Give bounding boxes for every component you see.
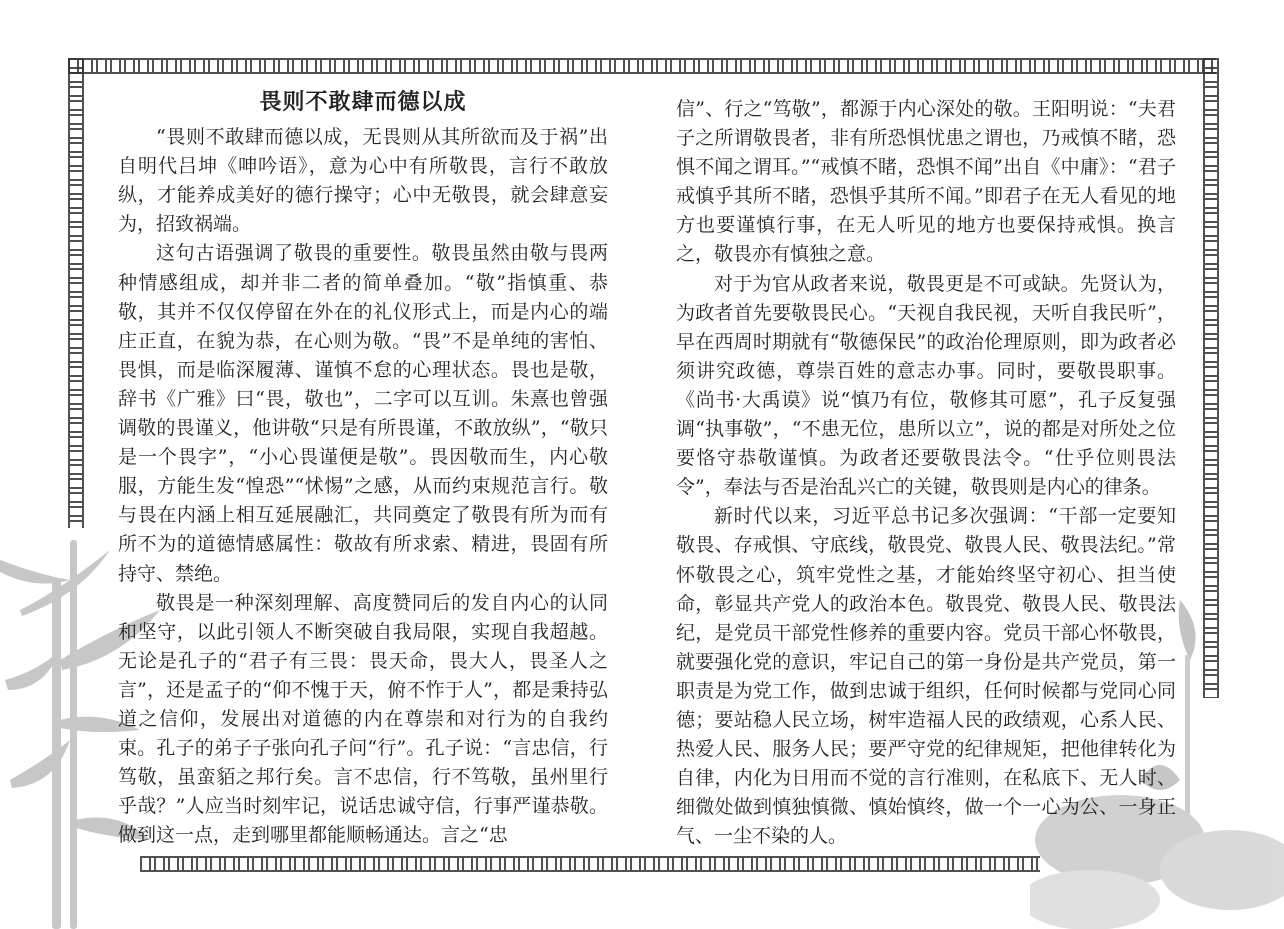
- paragraph: “畏则不敢肆而德以成，无畏则从其所欲而及于祸”出自明代吕坤《呻吟语》，意为心中有所敬畏，言行不敢放纵，才能养成美好的德行操守；心中无敬畏，就会肆意妄为，招致祸端。: [118, 126, 608, 236]
- article-column-left: [118, 88, 608, 850]
- decorative-border-left: [68, 58, 84, 528]
- paragraph: 新时代以来，习近平总书记多次强调：“干部一定要知敬畏、存戒惧、守底线，敬畏党、敬畏人民、敬畏法纪。”常怀敬畏之心，筑牢党性之基，才能始终坚守初心、担当使命，彰显共产党人的政治本色。敬畏党、敬畏人民、敬畏法纪，是党员干部党性修养的重要内容。党员干部心怀敬畏，就要强化党的意识，牢记自己的第一身份是共产党员，第一职责是为党工作，做到忠诚于组织，任何时候都与党同心同德；要站稳人民立场，树牢造福人民的政绩观，心系人民、热爱人民、服务人民；要严守党的纪律规矩，把他律转化为自律，内化为日用而不觉的言行准则，在私底下、无人时、细微处做到慎独慎微、慎始慎终，做一个一心为公、一身正气、一尘不染的人。: [676, 505, 1176, 848]
- decorative-border-top: [68, 58, 1216, 74]
- paragraph: 敬畏是一种深刻理解、高度赞同后的发自内心的认同和坚守，以此引领人不断突破自我局限，实现自我超越。无论是孔子的“君子有三畏：畏天命，畏大人，畏圣人之言”，还是孟子的“仰不愧于天，俯不怍于人”，都是秉持弘道之信仰，发展出对道德的内在尊崇和对行为的自我约束。孔子的弟子子张向孔子问“行”。孔子说：“言忠信，行笃敬，虽蛮貊之邦行矣。言不忠信，行不笃敬，虽州里行乎哉？”人应当时刻牢记，说话忠诚守信，行事严谨恭敬。做到这一点，走到哪里都能顺畅通达。言之“忠: [118, 591, 608, 847]
- article-title: 畏则不敢肆而德以成: [259, 90, 467, 115]
- paragraph: 对于为官从政者来说，敬畏更是不可或缺。先贤认为，为政者首先要敬畏民心。“天视自我民视，天听自我民听”，早在西周时期就有“敬德保民”的政治伦理原则，即为政者必须讲究政德，尊崇百姓的意志办事。同时，要敬畏职事。《尚书·大禹谟》说“慎乃有位，敬修其可愿”，孔子反复强调“执事敬”，“不患无位，患所以立”，说的都是对所处之位要恪守恭敬谨慎。为政者还要敬畏法令。“仕乎位则畏法令”，奉法与否是治乱兴亡的关键，敬畏则是内心的律条。: [676, 272, 1176, 499]
- article-column-right: [676, 95, 1176, 851]
- paragraph: 这句古语强调了敬畏的重要性。敬畏虽然由敬与畏两种情感组成，却并非二者的简单叠加。“敬”指慎重、恭敬，其并不仅仅停留在外在的礼仪形式上，而是内心的端庄正直，在貌为恭，在心则为敬。“畏”不是单纯的害怕、畏惧，而是临深履薄、谨慎不怠的心理状态。畏也是敬，辞书《广雅》曰“畏，敬也”，二字可以互训。朱熹也曾强调敬的畏谨义，他讲敬“只是有所畏谨，不敢放纵”，“敬只是一个畏字”，“小心畏谨便是敬”。畏因敬而生，内心敬服，方能生发“惶恐”“怵惕”之感，从而约束规范言行。敬与畏在内涵上相互延展融汇，共同奠定了敬畏有所为而有所不为的道德情感属性：敬故有所求索、精进，畏固有所持守、禁绝。: [118, 242, 608, 585]
- paragraph-continuation: 信”、行之“笃敬”，都源于内心深处的敬。王阳明说：“夫君子之所谓敬畏者，非有所恐惧忧患之谓也，乃戒慎不睹，恐惧不闻之谓耳。”“戒慎不睹，恐惧不闻”出自《中庸》：“君子戒慎乎其所不睹，恐惧乎其所不闻。”即君子在无人看见的地方也要谨慎行事，在无人听见的地方也要保持戒惧。换言之，敬畏亦有慎独之意。: [676, 98, 1176, 266]
- decorative-border-bottom: [140, 856, 1040, 872]
